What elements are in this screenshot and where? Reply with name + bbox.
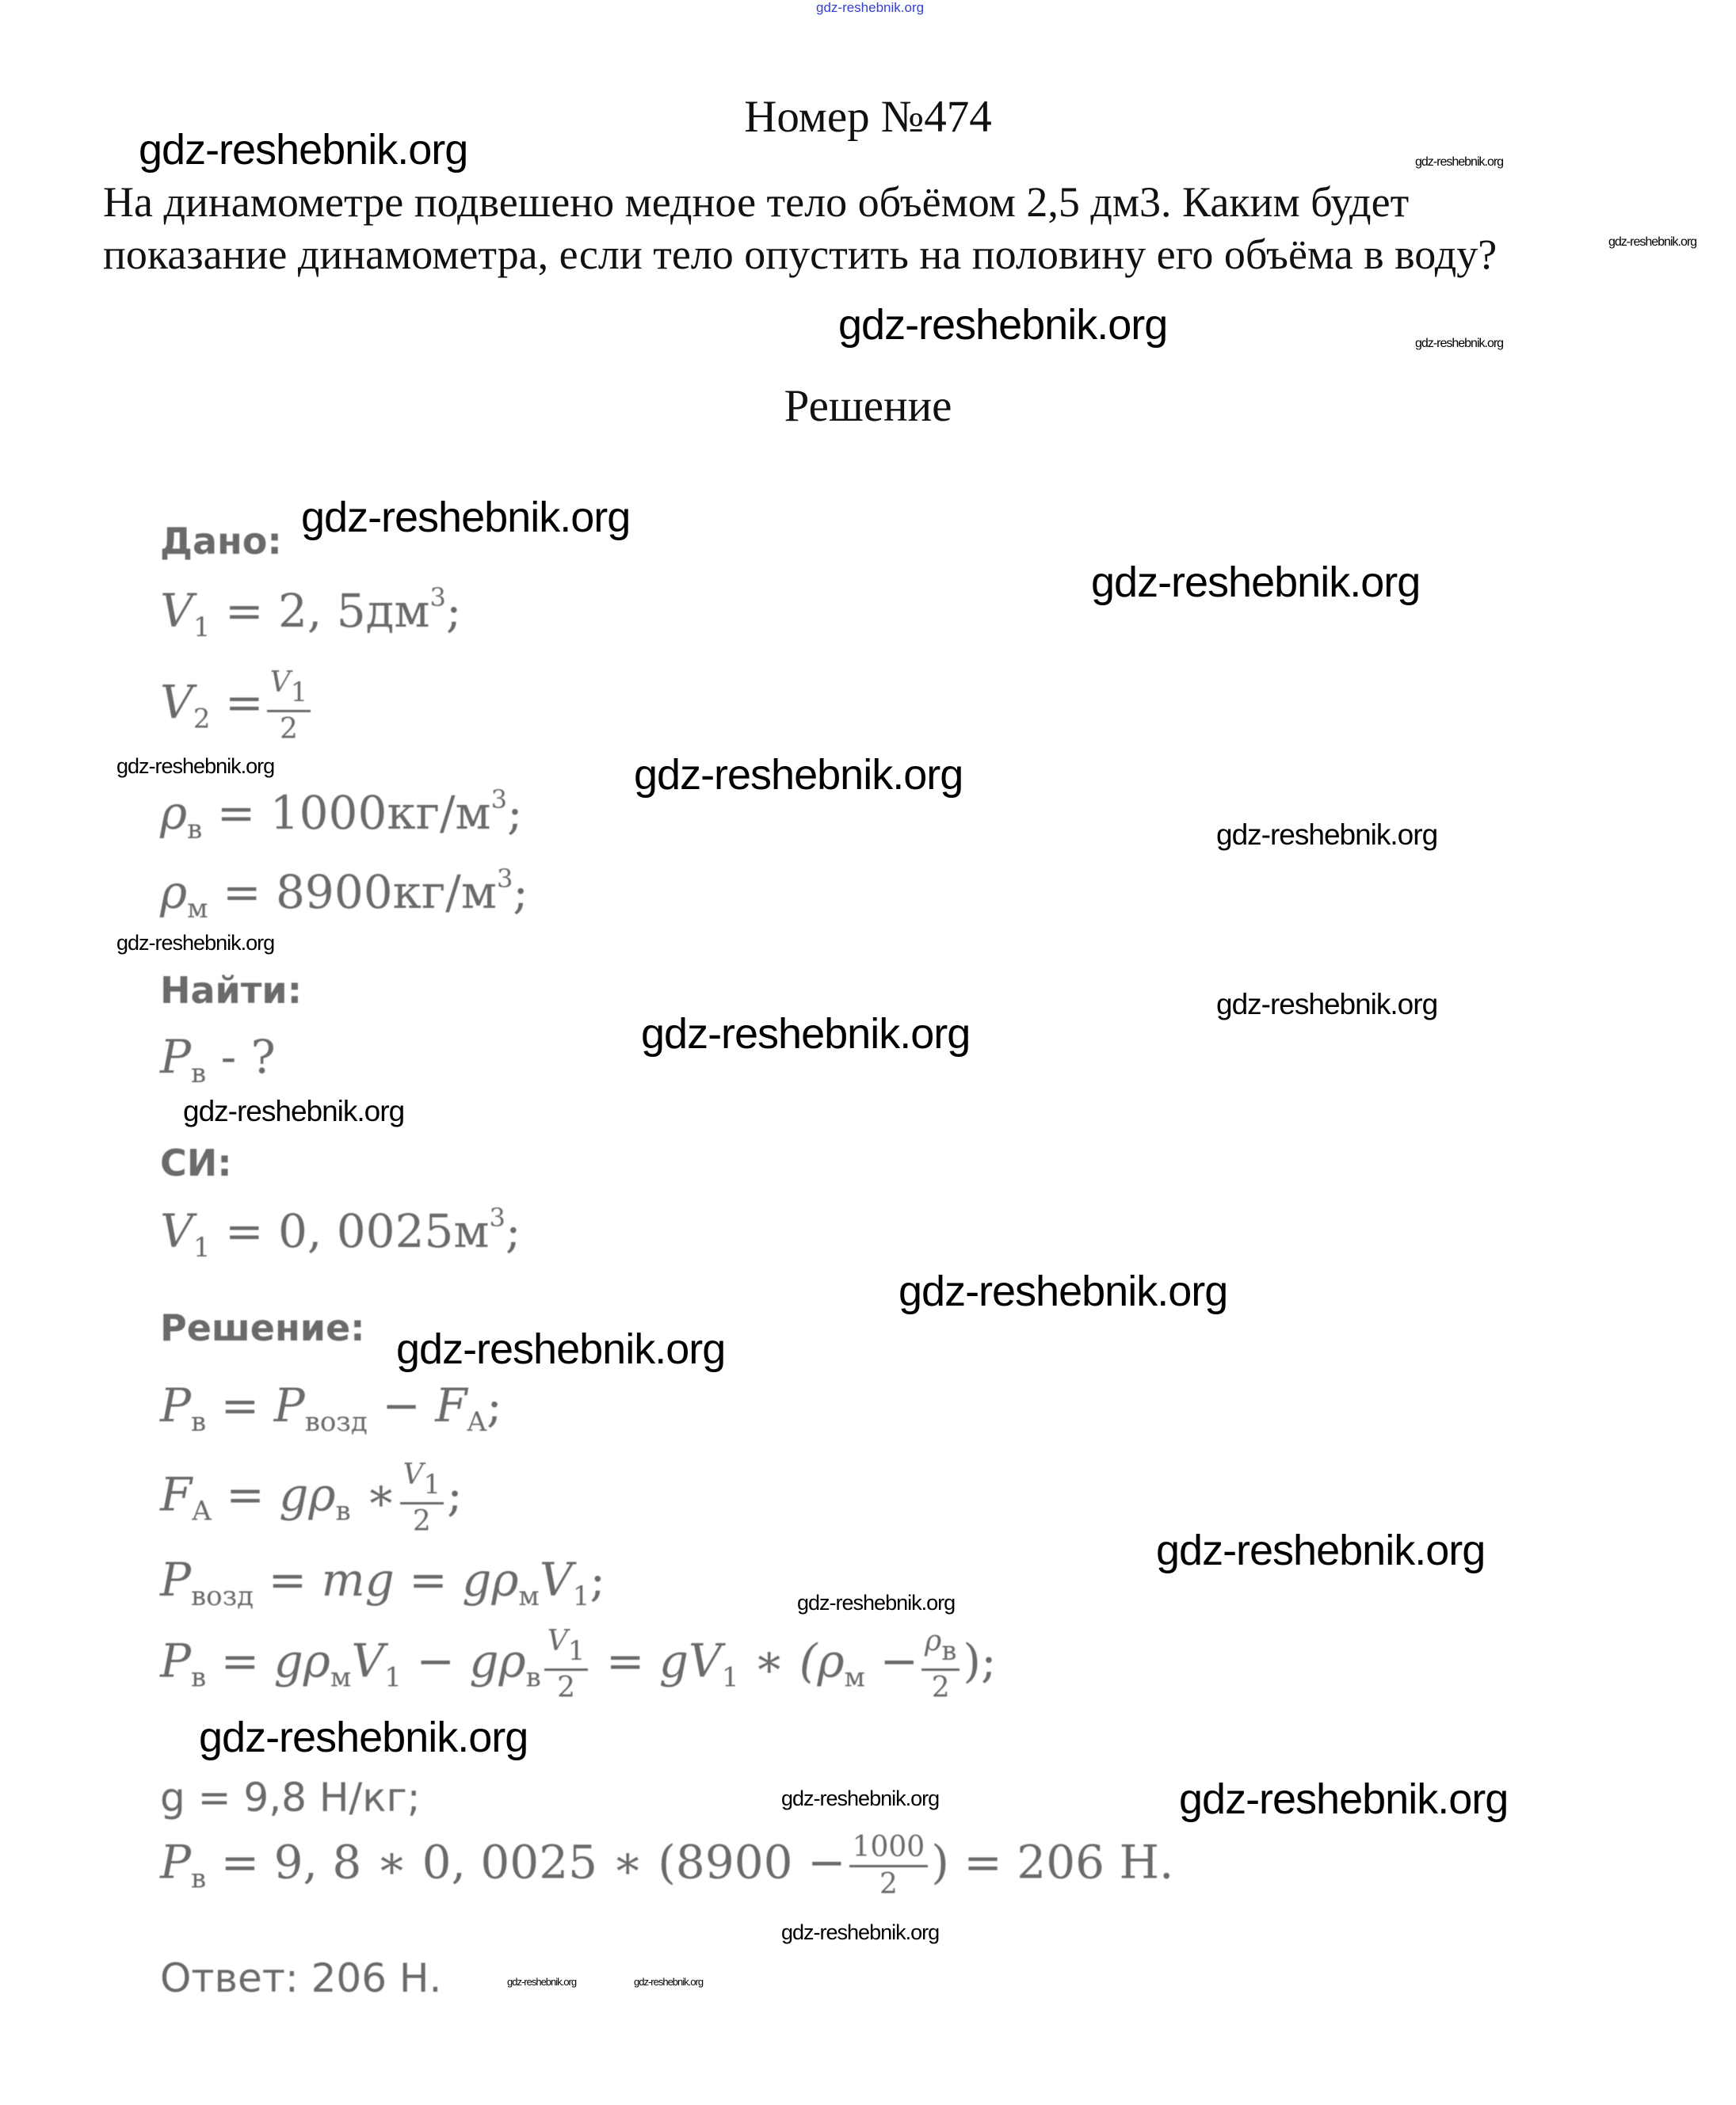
watermark: gdz-reshebnik.org bbox=[1415, 155, 1504, 169]
watermark: gdz-reshebnik.org bbox=[634, 1976, 704, 1988]
watermark: gdz-reshebnik.org bbox=[838, 301, 1168, 349]
watermark: gdz-reshebnik.org bbox=[641, 1010, 971, 1058]
si-label: СИ: bbox=[160, 1142, 232, 1184]
equation-4: $P_в = g\rho_мV_1 - g\rho_в$ $\frac{V_1}{2}$ = $gV_1$ ∗ ($\rho_м$ − $\frac{\rho_в}{2}$ ); bbox=[160, 1625, 997, 1704]
problem-statement: На динамометре подвешено медное тело объёмом 2,5 дм3. Каким будет показание динамометра, если тело опустить на половину его объёма в воду? bbox=[103, 178, 1498, 278]
watermark: gdz-reshebnik.org bbox=[781, 1920, 940, 1944]
given-rho-copper: $\rho_м = 8900кг/м^3$; bbox=[160, 864, 528, 925]
given-v1: $V_1 = 2$, $5дм^3$; bbox=[160, 582, 462, 643]
watermark: gdz-reshebnik.org bbox=[797, 1591, 956, 1615]
watermark: gdz-reshebnik.org bbox=[301, 494, 631, 541]
equation-5: $P_в = 9$, 8 ∗ 0, 0025 ∗ (8900 − $\frac{1000}{2}$ ) = 206 Н. bbox=[160, 1831, 1174, 1901]
equation-2: $F_A = g\rho_в$ ∗ $\frac{V_1}{2}$ ; bbox=[160, 1459, 463, 1538]
page-title: Номер №474 bbox=[744, 92, 992, 142]
watermark: gdz-reshebnik.org bbox=[1415, 337, 1504, 350]
watermark: gdz-reshebnik.org bbox=[507, 1976, 577, 1988]
watermark: gdz-reshebnik.org bbox=[1179, 1775, 1509, 1823]
find-label: Найти: bbox=[160, 969, 303, 1012]
watermark: gdz-reshebnik.org bbox=[1091, 559, 1421, 606]
watermark: gdz-reshebnik.org bbox=[183, 1095, 405, 1127]
find-value: $P_в$ - ? bbox=[160, 1030, 276, 1089]
watermark: gdz-reshebnik.org bbox=[1156, 1527, 1486, 1574]
si-v1: $V_1 = 0$, $0025м^3$; bbox=[160, 1203, 521, 1264]
watermark: gdz-reshebnik.org bbox=[899, 1268, 1228, 1315]
watermark: gdz-reshebnik.org bbox=[116, 754, 275, 778]
watermark: gdz-reshebnik.org bbox=[139, 126, 468, 174]
watermark: gdz-reshebnik.org bbox=[1216, 818, 1438, 851]
equation-3: $P_{возд}$ = mg = $g\rho_мV_1$; bbox=[160, 1553, 605, 1612]
watermark: gdz-reshebnik.org bbox=[781, 1787, 940, 1810]
answer: Ответ: 206 Н. bbox=[160, 1955, 442, 2001]
watermark: gdz-reshebnik.org bbox=[116, 931, 275, 955]
watermark: gdz-reshebnik.org bbox=[199, 1714, 528, 1761]
g-value: g = 9,8 Н/кг; bbox=[160, 1775, 421, 1821]
watermark: gdz-reshebnik.org bbox=[396, 1325, 726, 1373]
watermark: gdz-reshebnik.org bbox=[634, 751, 963, 799]
solution-heading: Решение bbox=[784, 381, 952, 431]
equation-1: $P_в = P_{возд} - F_A$; bbox=[160, 1379, 502, 1438]
watermark: gdz-reshebnik.org bbox=[1608, 235, 1697, 249]
given-rho-water: $\rho_в = 1000кг/м^3$; bbox=[160, 784, 523, 845]
given-label: Дано: bbox=[160, 520, 282, 562]
solution-label: Решение: bbox=[160, 1306, 365, 1349]
watermark: gdz-reshebnik.org bbox=[1216, 988, 1438, 1020]
header-watermark: gdz-reshebnik.org bbox=[816, 0, 925, 15]
given-v2: $V_2$ = $\frac{V_1}{2}$ bbox=[160, 665, 314, 747]
